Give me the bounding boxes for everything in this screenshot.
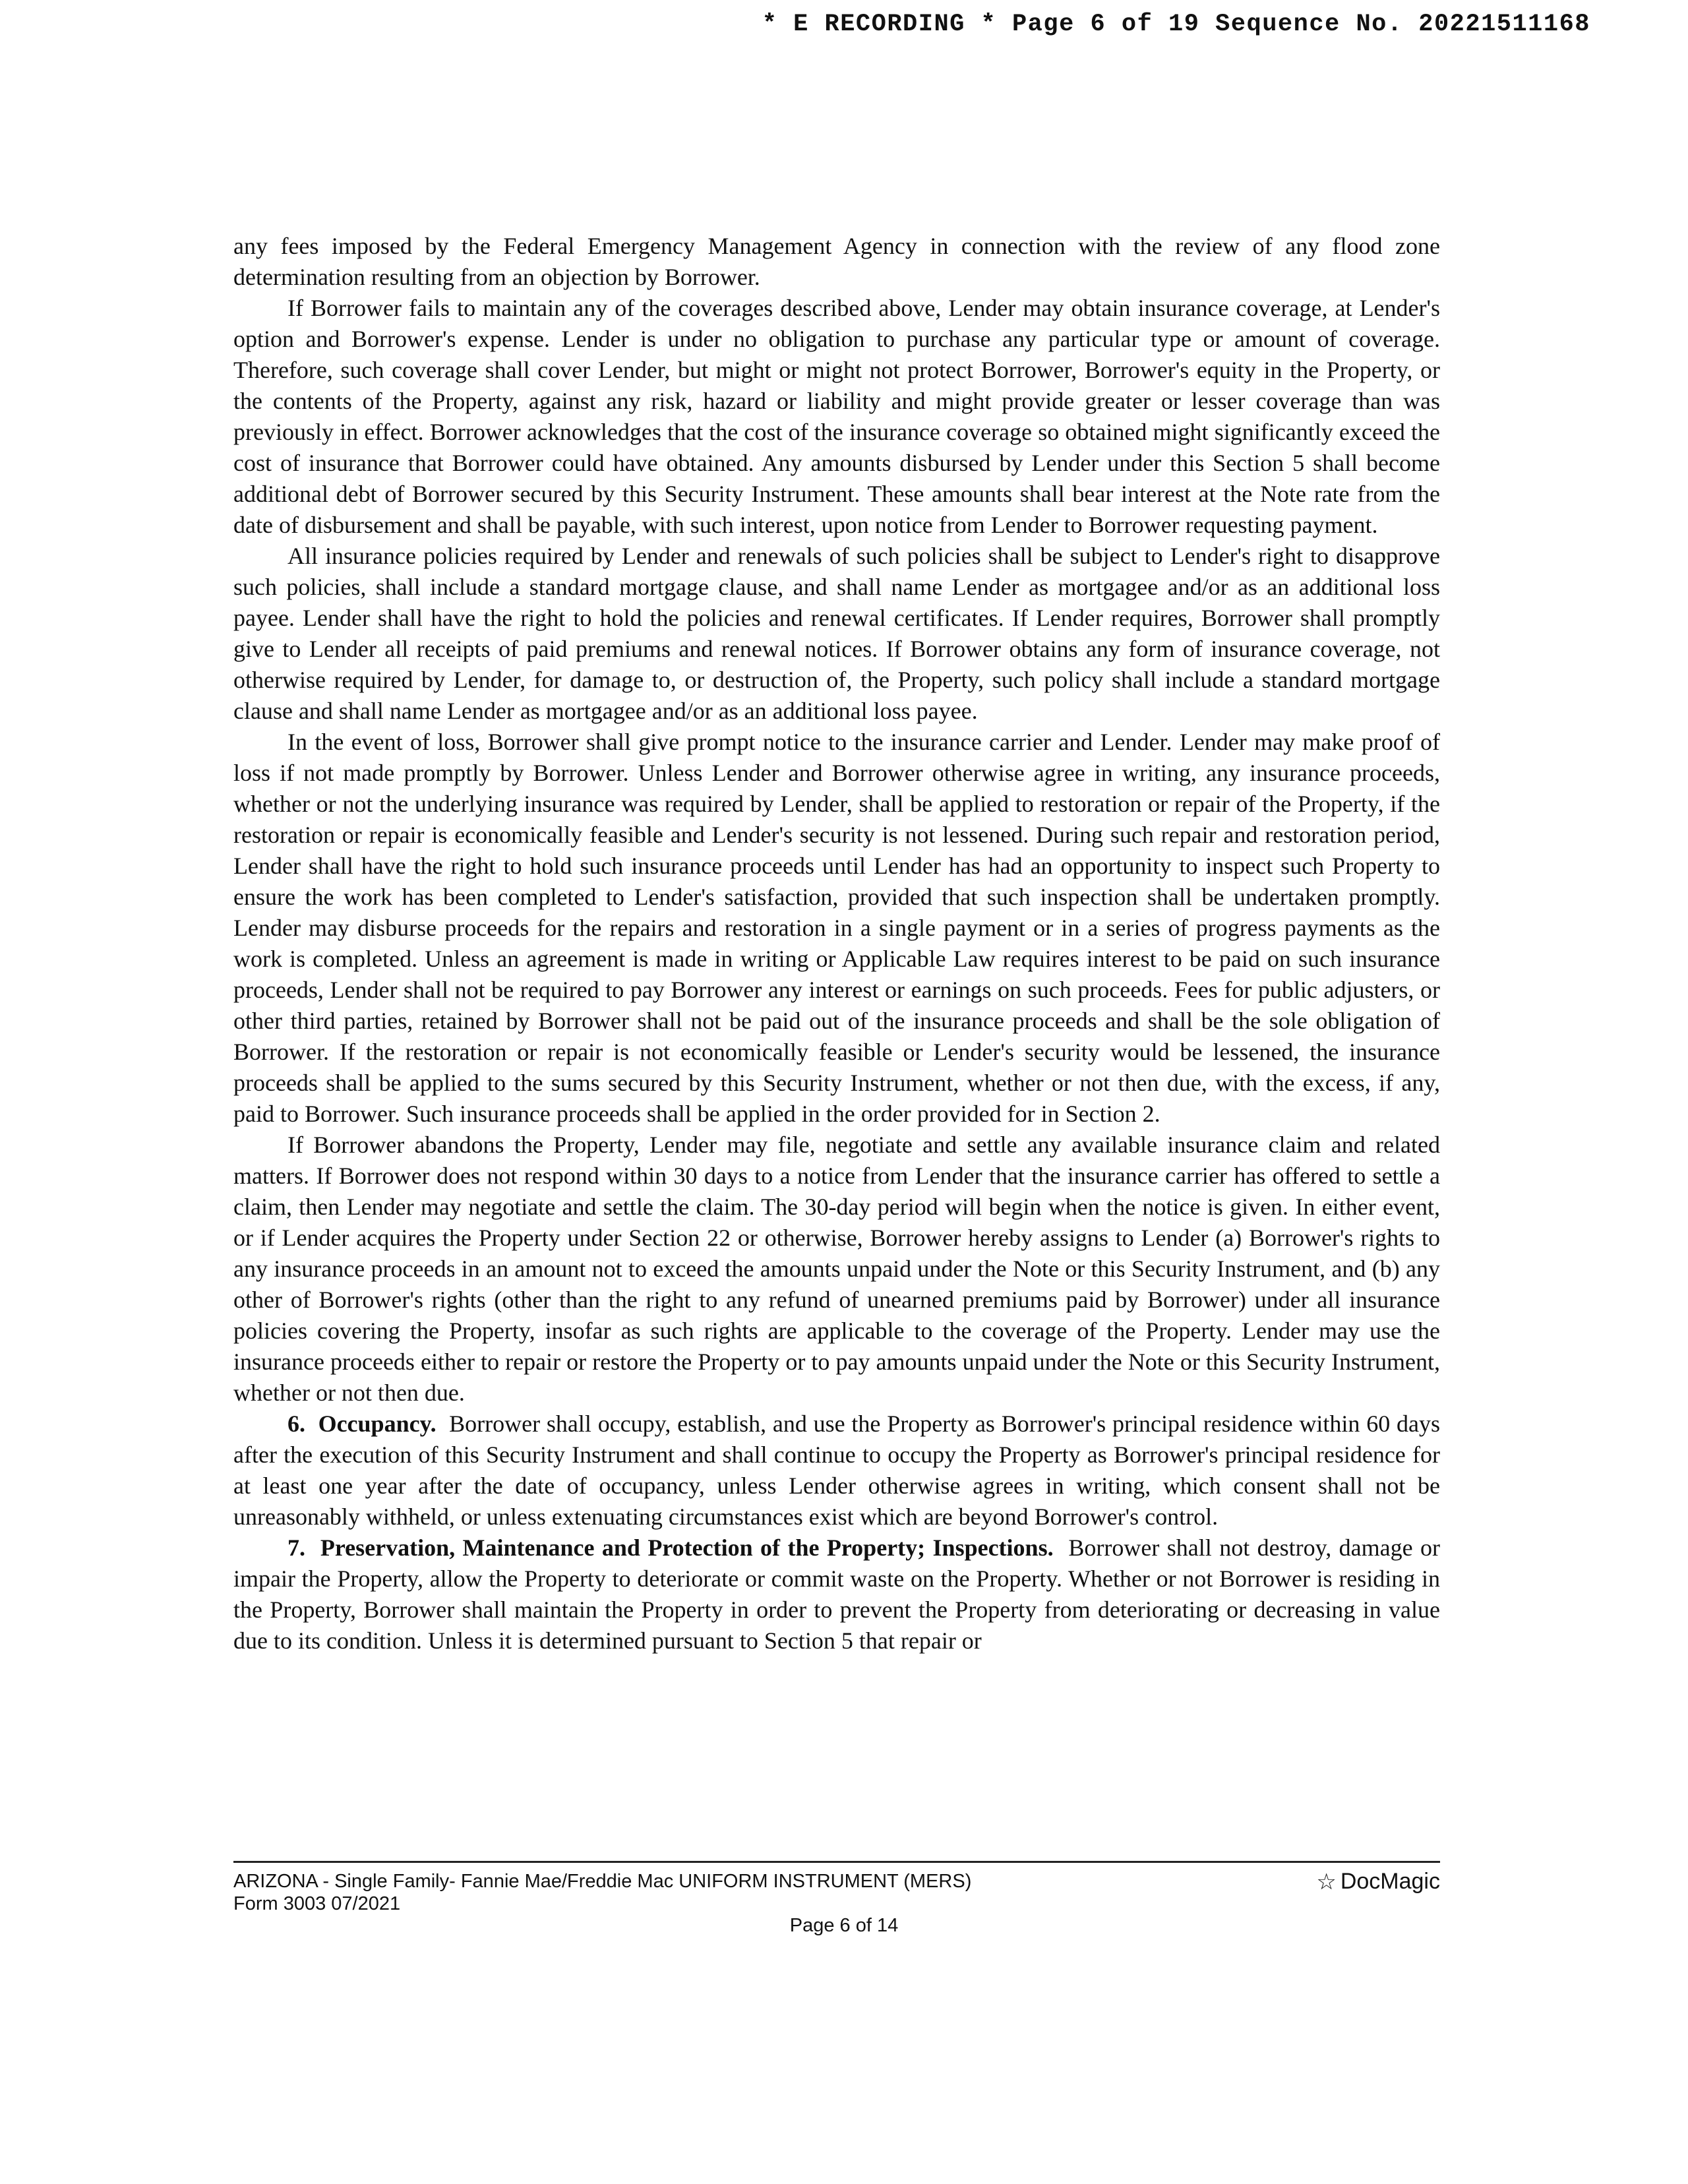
section-number: 7. — [287, 1534, 305, 1561]
section-number: 6. — [287, 1410, 305, 1437]
paragraph-policy-requirements: All insurance policies required by Lender and renewals of such policies shall be subject to Lender's right to disapprove such policies, shall include a standard mortgage clause, and shall name Lender as mortgagee and/or as an additional loss payee. Lender shall have the right to hold the policies and renewal certificates. If Lender requires, Borrower shall promptly give to Lender all receipts of paid premiums and renewal notices. If Borrower obtains any form of insurance coverage, not otherwise required by Lender, for damage to, or destruction of, the Property, such policy shall include a standard mortgage clause and shall name Lender as mortgagee and/or as an additional loss payee. — [233, 543, 1440, 724]
footer-form-info — [233, 1870, 971, 1915]
docmagic-logo — [1316, 1869, 1440, 1895]
paragraph-abandonment: If Borrower abandons the Property, Lender may file, negotiate and settle any available insurance claim and related matters. If Borrower does not respond within 30 days to a notice from Lender that the insurance carrier has offered to settle a claim, then Lender may negotiate and settle the claim. The 30-day period will begin when the notice is given. In either event, or if Lender acquires the Property under Section 22 or otherwise, Borrower hereby assigns to Lender (a) Borrower's rights to any insurance proceeds in an amount not to exceed the amounts unpaid under the Note or this Security Instrument, and (b) any other of Borrower's rights (other than the right to any refund of unearned premiums paid by Borrower) under all insurance policies covering the Property, insofar as such rights are applicable to the coverage of the Property. Lender may use the insurance proceeds either to repair or restore the Property or to pay amounts unpaid under the Note or this Security Instrument, whether or not then due. — [233, 1132, 1440, 1406]
footer-divider — [233, 1861, 1440, 1863]
paragraph-event-of-loss: In the event of loss, Borrower shall give prompt notice to the insurance carrier and Lender. Lender may make proof of loss if not made promptly by Borrower. Unless Lender and Borrower otherwise agree in writing, any insurance proceeds, whether or not the underlying insurance was required by Lender, shall be applied to restoration or repair of the Property, if the restoration or repair is economically feasible and Lender's security is not lessened. During such repair and restoration period, Lender shall have the right to hold such insurance proceeds until Lender has had an opportunity to inspect such Property to ensure the work has been completed to Lender's satisfaction, provided that such inspection shall be undertaken promptly. Lender may disburse proceeds for the repairs and restoration in a single payment or in a series of progress payments as the work is completed. Unless an agreement is made in writing or Applicable Law requires interest to be paid on such insurance proceeds, Lender shall not be required to pay Borrower any interest or earnings on such proceeds. Fees for public adjusters, or other third parties, retained by Borrower shall not be paid out of the insurance proceeds and shall be the sole obligation of Borrower. If the restoration or repair is not economically feasible or Lender's security would be lessened, the insurance proceeds shall be applied to the sums secured by this Security Instrument, whether or not then due, with the excess, if any, paid to Borrower. Such insurance proceeds shall be applied in the order provided for in Section 2. — [233, 729, 1440, 1127]
section-heading: Preservation, Maintenance and Protection of the Property; Inspections. — [320, 1534, 1054, 1561]
paragraph-continued: any fees imposed by the Federal Emergency Management Agency in connection with the review of any flood zone determination resulting from an objection by Borrower. — [233, 233, 1440, 290]
section-heading: Occupancy. — [318, 1410, 437, 1437]
paragraph-force-placed-insurance: If Borrower fails to maintain any of the coverages described above, Lender may obtain insurance coverage, at Lender's option and Borrower's expense. Lender is under no obligation to purchase any particular type or amount of coverage. Therefore, such coverage shall cover Lender, but might or might not protect Borrower, Borrower's equity in the Property, or the contents of the Property, against any risk, hazard or liability and might provide greater or lesser coverage than was previously in effect. Borrower acknowledges that the cost of the insurance coverage so obtained might significantly exceed the cost of insurance that Borrower could have obtained. Any amounts disbursed by Lender under this Section 5 shall become additional debt of Borrower secured by this Security Instrument. These amounts shall bear interest at the Note rate from the date of disbursement and shall be payable, with such interest, upon notice from Lender to Borrower requesting payment. — [233, 295, 1440, 538]
section-occupancy — [233, 1409, 1440, 1532]
section-text: Borrower shall not destroy, damage or impair the Property, allow the Property to deteriorate or commit waste on the Property. Whether or not Borrower is residing in the Property, Borrower shall maintain the Property in order to prevent the Property from deteriorating or decreasing in value due to its condition. Unless it is determined pursuant to Section 5 that repair or — [233, 1534, 1441, 1654]
form-number: Form 3003 07/2021 — [233, 1893, 401, 1914]
page-number: Page 6 of 14 — [789, 1915, 899, 1936]
form-title: ARIZONA - Single Family- Fannie Mae/Freddie Mac UNIFORM INSTRUMENT (MERS) — [233, 1871, 972, 1892]
recording-stamp: * E RECORDING * Page 6 of 19 Sequence No. 20221511168 — [762, 11, 1590, 38]
document-body — [233, 231, 1440, 1656]
section-text: Borrower shall occupy, establish, and use the Property as Borrower's principal residence within 60 days after the execution of this Security Instrument and shall continue to occupy the Property as Borrower's principal residence for at least one year after the date of occupancy, unless Lender otherwise agrees in writing, which consent shall not be unreasonably withheld, or unless extenuating circumstances exist which are beyond Borrower's control. — [233, 1410, 1440, 1530]
star-outline-icon: ☆ — [1316, 1869, 1337, 1895]
section-preservation — [233, 1532, 1440, 1656]
brand-name: DocMagic — [1340, 1869, 1440, 1894]
